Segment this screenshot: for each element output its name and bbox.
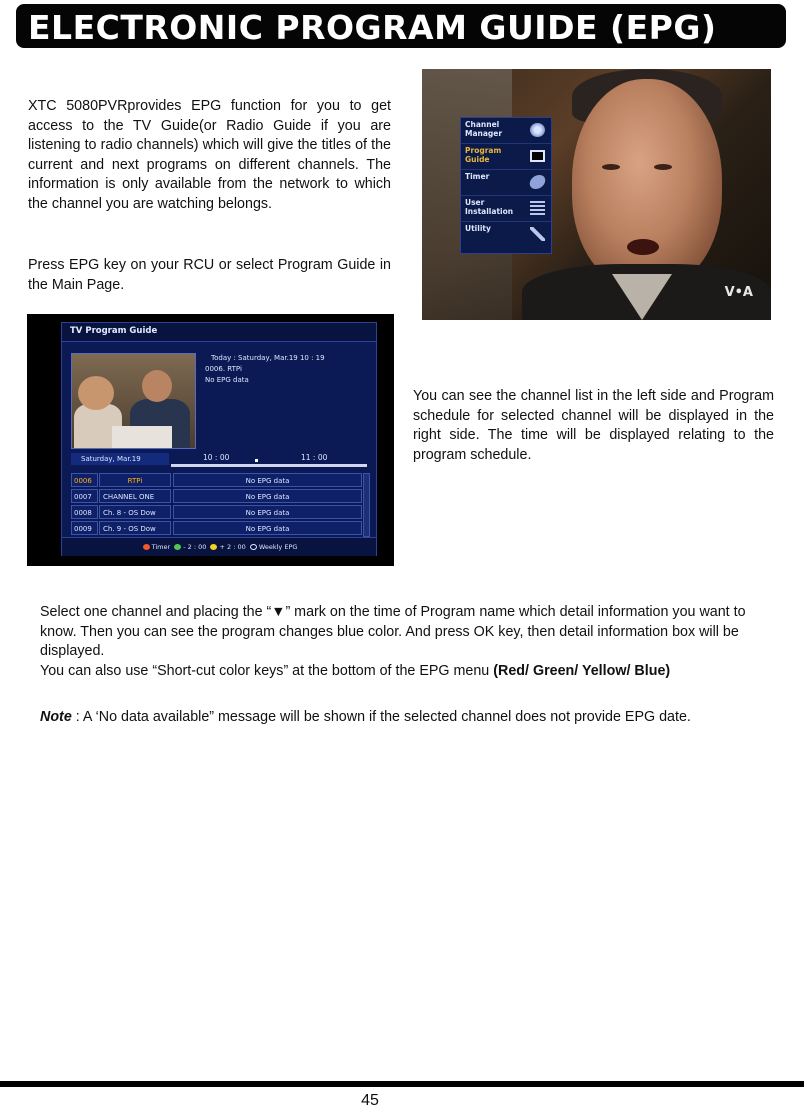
blue-key-icon [250,544,257,550]
channel-list-paragraph: You can see the channel list in the left side and Program schedule for selected channel will be displayed in the right side. The time will be displayed relating to the program schedule. [413,388,774,463]
channel-number: 0008 [71,505,98,519]
epg-timebar [71,453,367,467]
page-title: ELECTRONIC PROGRAM GUIDE (EPG) [28,8,717,47]
video-person-head [78,376,114,410]
red-key-icon [143,544,150,550]
press-epg-paragraph: Press EPG key on your RCU or select Program Guide in the Main Page. [28,257,391,293]
program-schedule[interactable]: No EPG data [173,489,362,503]
epg-channel-row[interactable] [71,489,371,504]
channel-name: RTPi [99,473,171,487]
epg-status: No EPG data [205,376,249,384]
epg-header-title: TV Program Guide [70,326,158,336]
epg-info-panel [205,353,370,386]
footer-rule [0,1081,804,1087]
epg-time-start: 10 : 00 [203,453,230,462]
disc-icon [530,123,545,137]
channel-name: Ch. 9 - OS Dow [99,521,171,535]
epg-channel-row[interactable] [71,505,371,520]
weekly-key-label: Weekly EPG [258,543,298,551]
channel-name: CHANNEL ONE [99,489,171,503]
menu-item-utility[interactable] [461,222,551,247]
epg-screenshot [27,314,394,566]
video-person-head [142,370,172,402]
epg-time-end: 11 : 00 [301,453,328,462]
shortcut-paragraph [40,662,773,682]
menu-item-label: Program Guide [465,146,502,164]
channel-number: 0007 [71,489,98,503]
epg-date: Saturday, Mar.19 [71,453,169,465]
voa-watermark: V•A [724,285,753,300]
epg-header [62,323,376,342]
presenter-eye [602,164,620,170]
presenter-face [572,79,722,289]
minus-key-label: - 2 : 00 [183,543,207,551]
menu-item-timer[interactable] [461,170,551,196]
epg-channel-row[interactable] [71,473,371,488]
menu-item-label: User Installation [465,198,514,216]
time-marker [255,459,258,462]
page-number: 45 [361,1092,379,1109]
main-menu-screenshot [422,69,771,320]
menu-item-label: Timer [465,172,490,181]
menu-item-channel-manager[interactable] [461,118,551,144]
main-menu-panel [460,117,552,254]
note-text: : A ‘No data available” message will be shown if the selected channel does not provide EPG date. [71,709,691,725]
epg-window [61,322,377,556]
shortcut-text: You can also use “Short-cut color keys” at the bottom of the EPG menu [40,663,494,679]
menu-item-label: Channel Manager [465,120,503,138]
epg-video-preview [71,353,196,449]
title-bar [16,4,786,48]
epg-scrollbar[interactable] [363,473,370,537]
settings-icon [530,201,545,215]
epg-channel-list [71,473,371,537]
intro-paragraph: XTC 5080PVRprovides EPG function for you to get access to the TV Guide(or Radio Guide if you are listening to radio channels) which will give the titles of the current and next programs on different channels. The information is only available from the network to which the channel you are watching belongs. [28,98,391,212]
tv-screen-icon [530,150,545,162]
satellite-dish-icon [530,227,545,241]
epg-time-line [171,464,367,467]
channel-name: Ch. 8 - OS Dow [99,505,171,519]
program-schedule[interactable]: No EPG data [173,473,362,487]
green-key-icon [174,544,181,550]
shortcut-colors: (Red/ Green/ Yellow/ Blue) [493,663,671,679]
menu-item-user-installation[interactable] [461,196,551,222]
epg-channel-row[interactable] [71,521,371,536]
epg-current-channel: 0006. RTPi [205,365,242,373]
presenter-eye [654,164,672,170]
menu-item-program-guide[interactable] [461,144,551,170]
yellow-key-icon [210,544,217,550]
epg-color-key-bar [62,537,376,556]
timer-key-label: Timer [151,543,171,551]
note-paragraph [40,708,773,728]
program-schedule[interactable]: No EPG data [173,505,362,519]
select-channel-paragraph: Select one channel and placing the “▼” mark on the time of Program name which detail information you want to know. Then you can see the program changes blue color. And press OK key, then detail information box will be displayed. [40,604,746,660]
presenter-mouth [627,239,659,255]
channel-number: 0006 [71,473,98,487]
menu-item-label: Utility [465,224,491,233]
video-desk [112,426,172,448]
program-schedule[interactable]: No EPG data [173,521,362,535]
channel-number: 0009 [71,521,98,535]
epg-today: Today : Saturday, Mar.19 10 : 19 [211,354,325,362]
note-label: Note [40,709,72,725]
plus-key-label: + 2 : 00 [219,543,246,551]
clock-icon [528,175,547,189]
